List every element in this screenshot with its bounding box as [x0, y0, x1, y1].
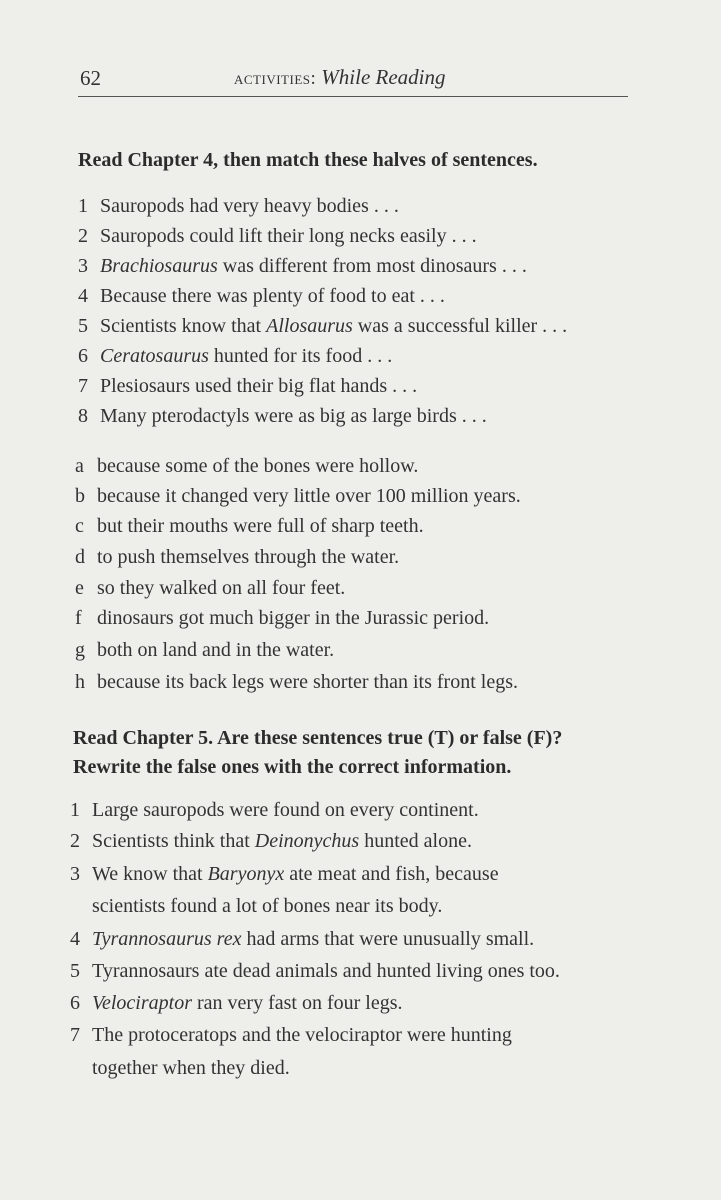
ending-text: to push themselves through the water. — [97, 546, 400, 568]
running-title-suffix: While Reading — [321, 65, 446, 89]
item-number: 2 — [78, 225, 88, 247]
item-text-end: Many pterodactyls were as big as large birds . . . — [100, 405, 487, 427]
item-text: together when they died. — [92, 1057, 290, 1079]
item-text: Large sauropods were found on every continent. — [92, 799, 479, 821]
item-text: Scientists think that — [92, 830, 255, 852]
item-text-end: hunted alone. — [359, 830, 472, 852]
item-number: 2 — [70, 830, 80, 852]
running-title — [234, 65, 446, 90]
section2-heading-line1: Read Chapter 5. Are these sentences true (T) or false (F)? — [73, 727, 563, 749]
item-number: 1 — [70, 799, 80, 821]
ending-text: both on land and in the water. — [97, 639, 335, 661]
item-species: Tyrannosaurus rex — [92, 928, 242, 950]
ending-letter: e — [75, 577, 84, 599]
ending-letter: c — [75, 515, 84, 537]
item-number: 8 — [78, 405, 88, 427]
ending-letter: f — [75, 607, 82, 629]
item-number: 4 — [78, 285, 88, 307]
item-text-end: was a successful killer . . . — [352, 315, 568, 337]
item-text-end: hunted for its food . . . — [208, 345, 393, 367]
item-text-end: Sauropods could lift their long necks easily . . . — [100, 225, 477, 247]
section1-heading: Read Chapter 4, then match these halves of sentences. — [78, 149, 538, 171]
item-text: The protoceratops and the velociraptor were hunting — [92, 1024, 512, 1046]
item-species: Brachiosaurus — [100, 255, 218, 277]
section2-heading-line2: Rewrite the false ones with the correct information. — [73, 756, 512, 778]
item-text-end: ran very fast on four legs. — [192, 992, 403, 1014]
item-text: Scientists know that — [100, 315, 267, 337]
item-text-end: ate meat and fish, because — [284, 863, 499, 885]
item-text: We know that — [92, 863, 208, 885]
ending-letter: b — [75, 485, 85, 507]
item-text-end: was different from most dinosaurs . . . — [217, 255, 527, 277]
ending-text: but their mouths were full of sharp teeth. — [97, 515, 424, 537]
ending-text: because it changed very little over 100 million years. — [97, 485, 521, 507]
ending-text: so they walked on all four feet. — [97, 577, 346, 599]
item-text-end: had arms that were unusually small. — [241, 928, 535, 950]
item-number: 7 — [70, 1024, 80, 1046]
ending-letter: d — [75, 546, 85, 568]
item-number: 3 — [70, 863, 80, 885]
item-text-end: Because there was plenty of food to eat . . . — [100, 285, 445, 307]
item-species: Baryonyx — [207, 863, 285, 885]
item-species: Allosaurus — [266, 315, 353, 337]
page-number: 62 — [80, 66, 101, 90]
item-number: 5 — [78, 315, 88, 337]
item-text: Tyrannosaurs ate dead animals and hunted living ones too. — [92, 960, 560, 982]
item-number: 3 — [78, 255, 88, 277]
ending-text: because its back legs were shorter than its front legs. — [97, 671, 518, 693]
ending-letter: a — [75, 455, 84, 477]
page-header — [78, 62, 628, 97]
item-text: scientists found a lot of bones near its body. — [92, 895, 443, 917]
item-number: 6 — [78, 345, 88, 367]
item-number: 7 — [78, 375, 88, 397]
ending-letter: h — [75, 671, 85, 693]
item-species: Ceratosaurus — [100, 345, 209, 367]
ending-text: because some of the bones were hollow. — [97, 455, 419, 477]
item-species: Deinonychus — [254, 830, 360, 852]
item-number: 4 — [70, 928, 80, 950]
ending-text: dinosaurs got much bigger in the Jurassic period. — [97, 607, 490, 629]
item-text-end: Sauropods had very heavy bodies . . . — [100, 195, 399, 217]
item-number: 6 — [70, 992, 80, 1014]
running-title-prefix: activities: — [234, 68, 317, 89]
item-species: Velociraptor — [92, 992, 192, 1014]
item-text-end: Plesiosaurs used their big flat hands . . . — [100, 375, 418, 397]
item-number: 1 — [78, 195, 88, 217]
ending-letter: g — [75, 639, 85, 661]
item-number: 5 — [70, 960, 80, 982]
